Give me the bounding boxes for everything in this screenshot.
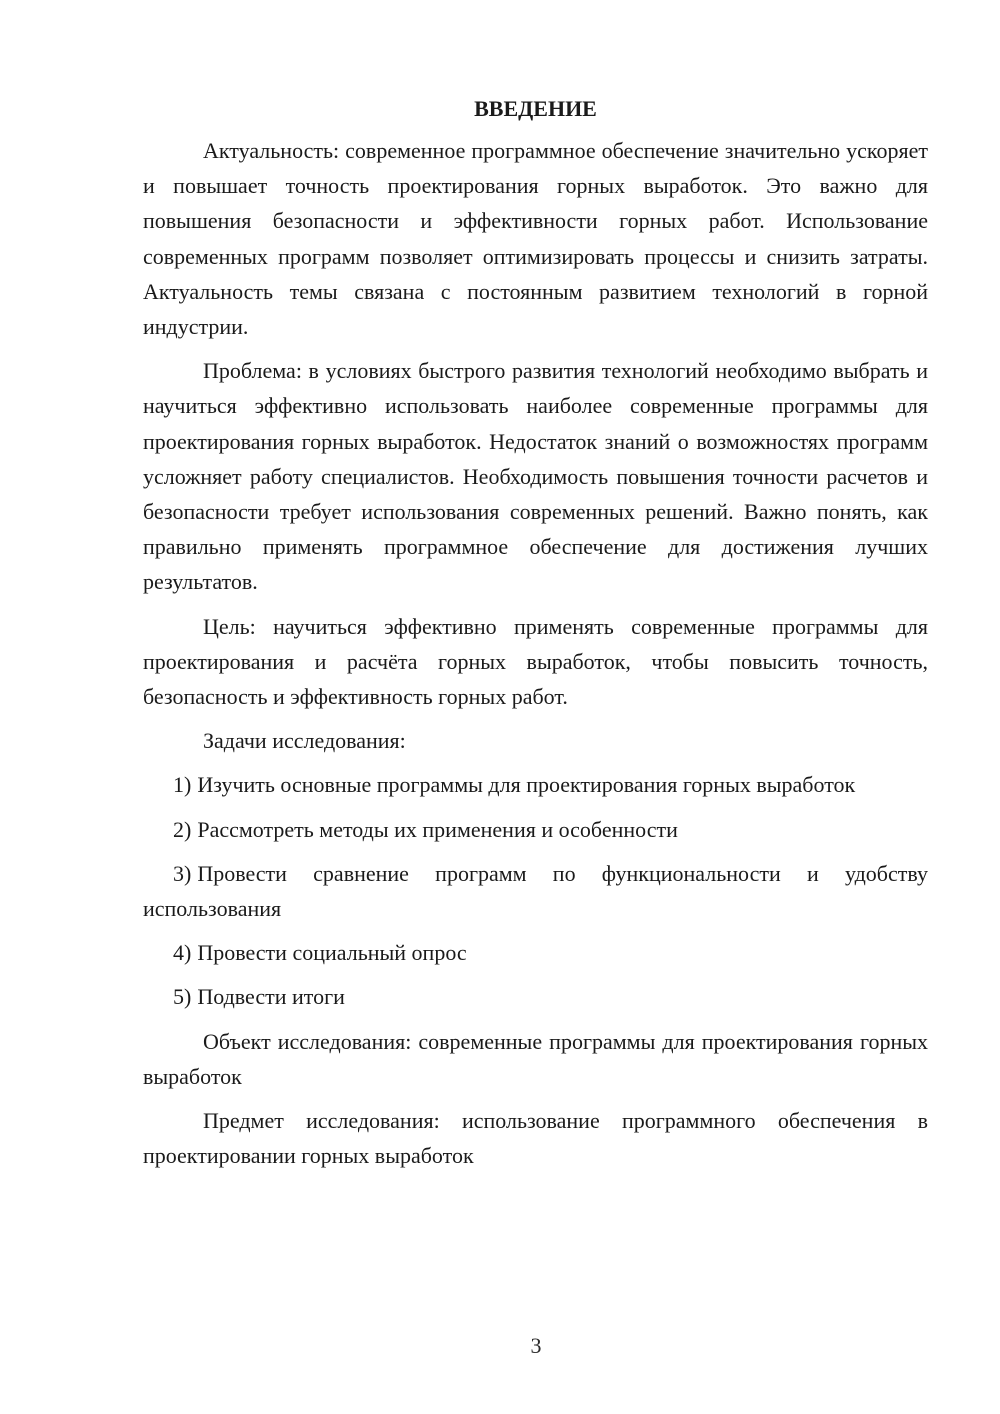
list-item-number: 5) bbox=[173, 984, 192, 1010]
list-item-text: Провести социальный опрос bbox=[197, 940, 467, 966]
page-number: 3 bbox=[530, 1333, 542, 1358]
list-item-text: Рассмотреть методы их применения и особенности bbox=[197, 816, 678, 842]
document-page bbox=[143, 92, 928, 1182]
paragraph-relevance: Актуальность: современное программное обеспечение значительно ускоряет и повышает точность проектирования горных выработок. Это важно для повышения безопасности и эффективности горных работ. Использование современных программ позволяет оптимизировать процессы и снизить затраты. Актуальность темы связана с постоянным развитием технологий в горной индустрии. bbox=[143, 138, 928, 340]
list-item bbox=[143, 935, 928, 970]
paragraph-problem: Проблема: в условиях быстрого развития технологий необходимо выбрать и научиться эффективно использовать наиболее современные программы для проектирования горных выработок. Недостаток знаний о возможностях программ усложняет работу специалистов. Необходимость повышения точности расчетов и безопасности требует использования современных решений. Важно понять, как правильно применять программное обеспечение для достижения лучших результатов. bbox=[143, 358, 928, 595]
list-item-number: 1) bbox=[173, 772, 192, 798]
section-title: ВВЕДЕНИЕ bbox=[474, 96, 597, 121]
list-item-text: Подвести итоги bbox=[197, 984, 345, 1010]
list-item bbox=[143, 812, 928, 847]
list-item-number: 3) bbox=[173, 860, 192, 886]
list-item-number: 2) bbox=[173, 816, 192, 842]
tasks-heading: Задачи исследования: bbox=[203, 728, 406, 754]
list-item bbox=[143, 767, 928, 802]
list-item-text: Изучить основные программы для проектирования горных выработок bbox=[197, 772, 856, 798]
paragraph-object: Объект исследования: современные программы для проектирования горных выработок bbox=[143, 1028, 928, 1089]
list-item bbox=[143, 979, 928, 1014]
list-item bbox=[143, 856, 928, 926]
paragraph-subject: Предмет исследования: использование программного обеспечения в проектировании горных выработок bbox=[143, 1108, 928, 1169]
list-item-number: 4) bbox=[173, 940, 192, 966]
list-item-text: Провести сравнение программ по функциональности и удобству использования bbox=[143, 860, 928, 922]
paragraph-goal: Цель: научиться эффективно применять современные программы для проектирования и расчёта горных выработок, чтобы повысить точность, безопасность и эффективность горных работ. bbox=[143, 613, 928, 710]
